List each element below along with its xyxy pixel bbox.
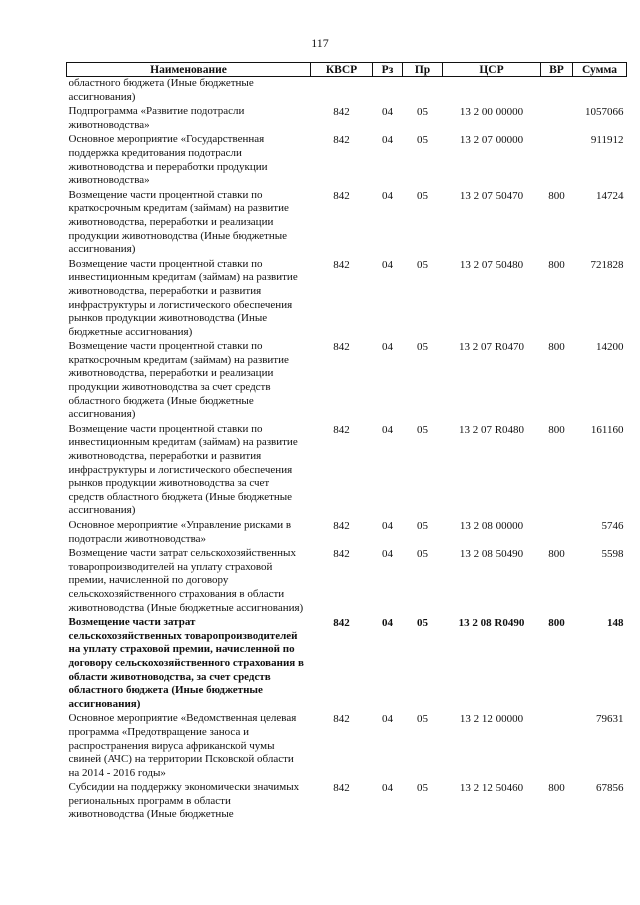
table-header-row bbox=[67, 63, 627, 77]
cell-name: Возмещение части процентной ставки по инвестиционным кредитам (займам) на развитие животноводства, переработки и развития инфраструктуры и логистического обеспечения рынков продукции животноводства за счет средств областного бюджета (Иные бюджетные ассигнования) bbox=[68, 422, 298, 517]
cell-rz: 04 bbox=[382, 520, 393, 532]
cell-csr: 13 2 00 00000 bbox=[459, 106, 524, 119]
cell-pr: 05 bbox=[417, 189, 428, 202]
cell-name: Основное мероприятие «Управление рисками в подотрасли животноводства» bbox=[68, 519, 292, 545]
cell-pr: 05 bbox=[417, 782, 428, 795]
cell-vr: 800 bbox=[548, 341, 565, 354]
table-row bbox=[67, 133, 627, 188]
cell-kvsr bbox=[311, 77, 373, 106]
table-row bbox=[67, 712, 627, 781]
cell-name: Субсидии на поддержку экономически значимых региональных программ в области животноводства (Иные бюджетные bbox=[68, 781, 300, 821]
cell-sum: 721828 bbox=[590, 258, 624, 271]
cell-vr: 800 bbox=[548, 423, 565, 436]
cell-name: Возмещение части затрат сельскохозяйственных товаропроизводителей на уплату страховой премии, начисленной по договору сельскохозяйственного страхования в области животноводства (Иные бюджетные ассигнования) bbox=[68, 547, 304, 614]
cell-csr: 13 2 08 00000 bbox=[459, 520, 524, 532]
cell-kvsr: 842 bbox=[333, 134, 350, 147]
cell-pr: 05 bbox=[417, 134, 428, 147]
cell-pr: 05 bbox=[417, 341, 428, 354]
cell-name: Возмещение части процентной ставки по краткосрочным кредитам (займам) на развитие животноводства, переработки и реализации продукции животноводства за счет средств областного бюджета (Иные бюджетные ассигнования) bbox=[68, 340, 289, 421]
cell-pr: 05 bbox=[417, 258, 428, 271]
cell-sum: 67856 bbox=[596, 782, 624, 795]
cell-name: Подпрограмма «Развитие подотрасли животноводства» bbox=[68, 105, 245, 131]
cell-csr: 13 2 08 R0490 bbox=[458, 617, 525, 630]
header-rz: Рз bbox=[373, 63, 403, 77]
cell-name: Возмещение части процентной ставки по краткосрочным кредитам (займам) на развитие животноводства, переработки и реализации продукции животноводства (Иные бюджетные ассигнования) bbox=[68, 188, 289, 256]
cell-sum bbox=[573, 77, 627, 106]
table-row bbox=[67, 340, 627, 423]
cell-rz: 04 bbox=[382, 548, 393, 561]
table-row bbox=[67, 519, 627, 547]
cell-name: Возмещение части процентной ставки по инвестиционным кредитам (займам) на развитие животноводства, переработки и развития инфраструктуры и логистического обеспечения рынков продукции животноводства (Иные бюджетные ассигнования) bbox=[68, 257, 298, 338]
cell-rz bbox=[373, 77, 403, 106]
cell-rz: 04 bbox=[382, 189, 393, 202]
header-kvsr: КВСР bbox=[311, 63, 373, 77]
cell-pr bbox=[403, 77, 443, 106]
cell-pr: 05 bbox=[417, 520, 428, 532]
header-sum: Сумма bbox=[573, 63, 627, 77]
cell-kvsr: 842 bbox=[333, 713, 350, 726]
cell-vr: 800 bbox=[548, 782, 565, 795]
cell-sum: 161160 bbox=[590, 423, 624, 436]
header-vr: ВР bbox=[541, 63, 573, 77]
cell-csr: 13 2 12 50460 bbox=[459, 782, 524, 795]
cell-vr bbox=[541, 133, 573, 188]
header-name: Наименование bbox=[67, 63, 311, 77]
cell-sum: 911912 bbox=[590, 134, 624, 147]
cell-kvsr: 842 bbox=[333, 189, 350, 202]
header-csr: ЦСР bbox=[443, 63, 541, 77]
cell-rz: 04 bbox=[382, 617, 393, 630]
cell-pr: 05 bbox=[417, 548, 428, 561]
cell-kvsr: 842 bbox=[333, 782, 350, 795]
cell-pr: 05 bbox=[417, 423, 428, 436]
cell-rz: 04 bbox=[382, 782, 393, 795]
cell-vr: 800 bbox=[548, 548, 565, 561]
cell-sum: 14724 bbox=[596, 189, 624, 202]
budget-table bbox=[66, 62, 627, 823]
cell-vr: 800 bbox=[548, 189, 565, 202]
cell-kvsr: 842 bbox=[333, 423, 350, 436]
cell-rz: 04 bbox=[382, 106, 393, 119]
cell-name: Возмещение части затрат сельскохозяйственных товаропроизводителей на уплату страховой премии, начисленной по договору сельскохозяйственного страхования в области животноводства, за счет средств областного бюджета (Иные бюджетные ассигнования) bbox=[68, 616, 304, 710]
cell-vr: 800 bbox=[548, 258, 565, 271]
table-row bbox=[67, 547, 627, 616]
cell-kvsr: 842 bbox=[333, 341, 350, 354]
table-row bbox=[67, 105, 627, 133]
cell-rz: 04 bbox=[382, 341, 393, 354]
cell-sum: 14200 bbox=[596, 341, 624, 354]
cell-csr: 13 2 08 50490 bbox=[459, 548, 524, 561]
cell-csr: 13 2 07 50480 bbox=[459, 258, 524, 271]
cell-sum: 79631 bbox=[596, 713, 624, 726]
cell-sum: 1057066 bbox=[585, 106, 624, 119]
cell-csr: 13 2 12 00000 bbox=[459, 713, 524, 726]
cell-sum: 5746 bbox=[601, 520, 624, 532]
table-row bbox=[67, 423, 627, 519]
cell-kvsr: 842 bbox=[333, 617, 350, 630]
header-pr: Пр bbox=[403, 63, 443, 77]
cell-csr bbox=[443, 77, 541, 106]
cell-rz: 04 bbox=[382, 423, 393, 436]
cell-vr bbox=[541, 712, 573, 781]
table-row bbox=[67, 77, 627, 106]
cell-kvsr: 842 bbox=[333, 258, 350, 271]
page-number: 117 bbox=[311, 36, 329, 50]
cell-csr: 13 2 07 50470 bbox=[459, 189, 524, 202]
cell-csr: 13 2 07 R0470 bbox=[458, 341, 525, 354]
cell-pr: 05 bbox=[417, 106, 428, 119]
cell-rz: 04 bbox=[382, 134, 393, 147]
table-row bbox=[67, 258, 627, 341]
cell-kvsr: 842 bbox=[333, 520, 350, 532]
cell-name: областного бюджета (Иные бюджетные ассигнования) bbox=[68, 77, 254, 103]
cell-rz: 04 bbox=[382, 713, 393, 726]
cell-csr: 13 2 07 00000 bbox=[459, 134, 524, 147]
cell-csr: 13 2 07 R0480 bbox=[458, 423, 525, 436]
cell-sum: 5598 bbox=[601, 548, 624, 561]
cell-vr bbox=[541, 519, 573, 547]
table-row bbox=[67, 616, 627, 712]
cell-name: Основное мероприятие «Государственная поддержка кредитования подотрасли животноводства и переработки продукции животноводства» bbox=[68, 133, 268, 187]
cell-pr: 05 bbox=[417, 713, 428, 726]
cell-sum: 148 bbox=[607, 617, 624, 630]
cell-pr: 05 bbox=[417, 617, 428, 630]
table-row bbox=[67, 189, 627, 258]
cell-name: Основное мероприятие «Ведомственная целевая программа «Предотвращение заноса и распространения вируса африканской чумы свиней (АЧС) на территории Псковской области на 2014 - 2016 годы» bbox=[68, 712, 297, 779]
cell-vr bbox=[541, 77, 573, 106]
cell-kvsr: 842 bbox=[333, 548, 350, 561]
cell-vr bbox=[541, 105, 573, 133]
cell-rz: 04 bbox=[382, 258, 393, 271]
cell-vr: 800 bbox=[548, 617, 565, 630]
table-row bbox=[67, 781, 627, 823]
cell-kvsr: 842 bbox=[333, 106, 350, 119]
